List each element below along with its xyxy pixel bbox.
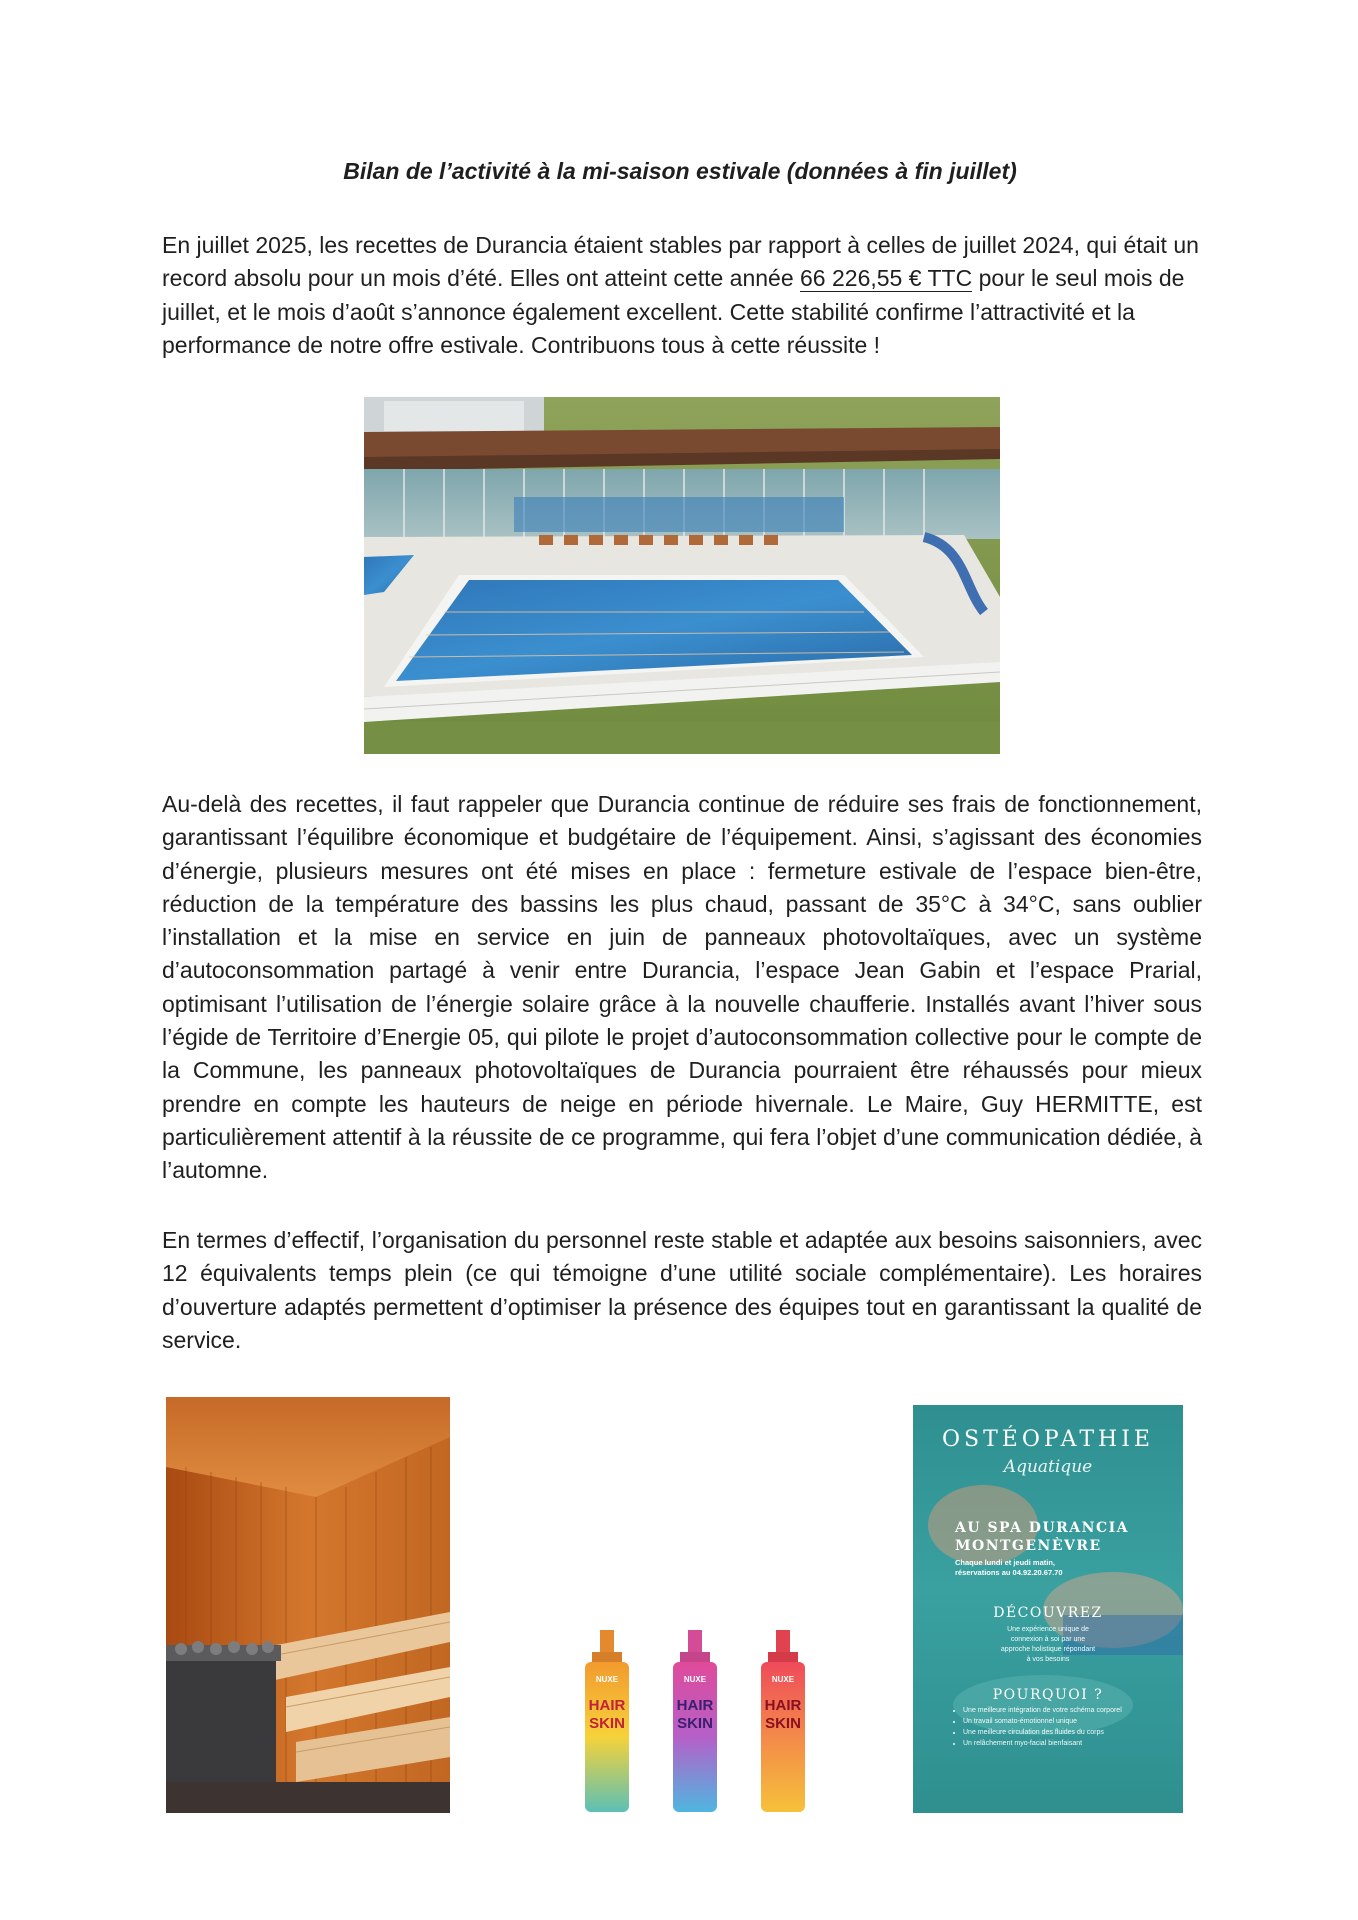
product-bottles-illustration — [580, 1630, 830, 1815]
poster-schedule: Chaque lundi et jeudi matin, — [955, 1558, 1056, 1567]
product-label-hair: HAIR — [676, 1697, 714, 1714]
paragraph-revenue-start: En juillet 2025, les recettes de Durancia étaient stables par rapport à celles de juillet 2024, qui était un record absolu pour un mois d’été. Elles ont atteint cette année — [162, 232, 1199, 292]
paragraph-revenue-end: pour le seul mois de juillet, et le mois d’août s’annonce également excellent. Cette stabilité confirme l’attractivité et la performance de notre offre estivale. Contribuons tous à cette réussite ! — [162, 265, 1185, 358]
paragraph-revenue — [162, 229, 1202, 362]
poster-why-list — [953, 1705, 1122, 1749]
sauna-illustration — [166, 1397, 450, 1813]
paragraph-energy: Au-delà des recettes, il faut rappeler que Durancia continue de réduire ses frais de fonctionnement, garantissant l’équilibre économique et budgétaire de l’équipement. Ainsi, s’agissant des économies d’énergie, plusieurs mesures ont été mises en place : fermeture estivale de l’espace bien-être, réduction de la température des bassins les plus chaud, passant de 35°C à 34°C, sans oublier l’installation et la mise en service en juin de panneaux photovoltaïques, avec un système d’autoconsommation partagé à venir entre Durancia, l’espace Jean Gabin et l’espace Prarial, optimisant l’utilisation de l’énergie solaire grâce à la nouvelle chaufferie. Installés avant l’hiver sous l’égide de Territoire d’Energie 05, qui pilote le projet d’autoconsommation collective pour le compte de la Commune, les panneaux photovoltaïques de Durancia pourraient être réhaussés pour mieux prendre en compte les hauteurs de neige en période hivernale. Le Maire, Guy HERMITTE, est particulièrement attentif à la réussite de ce programme, qui fera l’objet d’une communication dédiée, à l’automne. — [162, 791, 1202, 1184]
poster-subtitle: Aquatique — [1003, 1457, 1093, 1477]
bottle-cap — [600, 1630, 614, 1652]
hair-skin-products — [580, 1630, 830, 1815]
page-title: Bilan de l’activité à la mi-saison estivale (données à fin juillet) — [343, 158, 1017, 184]
bottle-orange — [585, 1662, 629, 1812]
product-label-skin: SKIN — [589, 1715, 625, 1732]
brand-label: NUXE — [683, 1675, 707, 1684]
bottle-pink — [673, 1662, 717, 1812]
product-label-hair: HAIR — [588, 1697, 626, 1714]
revenue-amount: 66 226,55 € TTC — [800, 265, 973, 292]
bottle-red — [761, 1662, 805, 1812]
poster-why-heading: POURQUOI ? — [992, 1687, 1104, 1703]
poster-why-item: • Un relâchement myo-facial bienfaisant — [963, 1738, 1122, 1749]
poster-why-item: • Une meilleure circulation des fluides du corps — [963, 1727, 1122, 1738]
pool-photo — [364, 397, 1000, 754]
poster-title: OSTÉOPATHIE — [942, 1427, 1154, 1452]
poster-discover-heading: DÉCOUVREZ — [993, 1605, 1103, 1621]
pool-illustration — [364, 397, 1000, 754]
poster-location-line1: AU SPA DURANCIA — [955, 1520, 1129, 1536]
product-label-skin: SKIN — [677, 1715, 713, 1732]
product-label-skin: SKIN — [765, 1715, 801, 1732]
osteopathy-poster — [913, 1405, 1183, 1813]
sauna-photo — [166, 1397, 450, 1813]
poster-location-line2: MONTGENÈVRE — [955, 1538, 1102, 1554]
brand-label: NUXE — [771, 1675, 795, 1684]
paragraph-staff: En termes d’effectif, l’organisation du personnel reste stable et adaptée aux besoins saisonniers, avec 12 équivalents temps plein (ce qui témoigne d’une utilité sociale complémentaire). Les horaires d’ouverture adaptés permettent d’optimiser la présence des équipes tout en garantissant la qualité de service. — [162, 1227, 1202, 1353]
poster-why-item: • Un travail somato-émotionnel unique — [963, 1716, 1122, 1727]
poster-booking: réservations au 04.92.20.67.70 — [955, 1568, 1063, 1577]
brand-label: NUXE — [595, 1675, 619, 1684]
poster-why-item: • Une meilleure intégration de votre schéma corporel — [963, 1705, 1122, 1716]
product-label-hair: HAIR — [764, 1697, 802, 1714]
poster-discover-text: Une expérience unique de connexion à soi par une approche holistique répondant à vos besoins — [1000, 1626, 1096, 1663]
